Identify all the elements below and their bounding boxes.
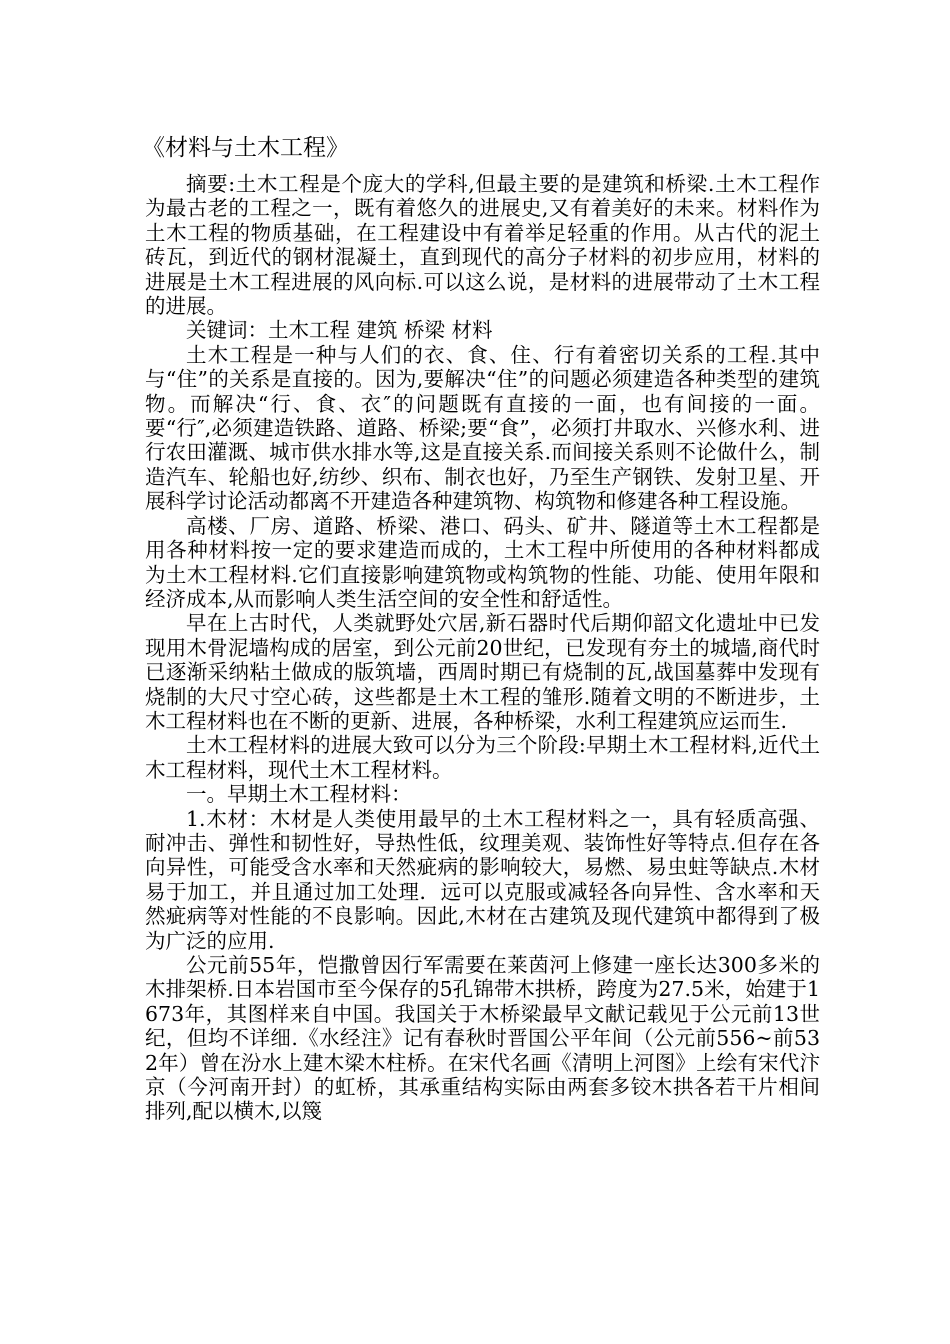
body-paragraph: 1.木材：木材是人类使用最早的土木工程材料之一，具有轻质高强、耐冲击、弹性和韧性好，导热性低，纹理美观、装饰性好等特点.但存在各向异性，可能受含水率和天然疵病的影响较大，易燃、易虫蛀等缺点.木材易于加工，并且通过加工处理．远可以克服或减轻各向异性、含水率和天然疵病等对性能的不良影响。因此,木材在古建筑及现代建筑中都得到了极为广泛的应用. xyxy=(145,806,820,953)
body-paragraph: 高楼、厂房、道路、桥梁、港口、码头、矿井、隧道等土木工程都是用各种材料按一定的要求建造而成的，土木工程中所使用的各种材料都成为土木工程材料.它们直接影响建筑物或构筑物的性能、功能、使用年限和经济成本,从而影响人类生活空间的安全性和舒适性。 xyxy=(145,513,820,611)
document-page xyxy=(142,128,820,1124)
body-paragraph: 土木工程是一种与人们的衣、食、住、行有着密切关系的工程.其中与“住”的关系是直接的。因为,要解决“住”的问题必须建造各种类型的建筑物。而解决“行、食、衣″的问题既有直接的一面，也有间接的一面。要“行″,必须建造铁路、道路、桥梁;要“食”，必须打井取水、兴修水利、进行农田灌溉、城市供水排水等,这是直接关系.而间接关系则不论做什么，制造汽车、轮船也好,纺纱、织布、制衣也好，乃至生产钢铁、发射卫星、开展科学讨论活动都离不开建造各种建筑物、构筑物和修建各种工程设施。 xyxy=(145,342,820,514)
abstract-paragraph: 摘要:土木工程是个庞大的学科,但最主要的是建筑和桥梁.土木工程作为最古老的工程之一，既有着悠久的进展史,又有着美好的未来。材料作为土木工程的物质基础，在工程建设中有着举足轻重的作用。从古代的泥土砖瓦，到近代的钢材混凝土，直到现代的高分子材料的初步应用，材料的进展是土木工程进展的风向标.可以这么说，是材料的进展带动了土木工程的进展。 xyxy=(145,172,820,319)
section-heading: 一。早期土木工程材料： xyxy=(186,782,412,807)
body-paragraph: 土木工程材料的进展大致可以分为三个阶段:早期土木工程材料,近代土木工程材料，现代土木工程材料。 xyxy=(145,733,820,782)
document-title: 《材料与土木工程》 xyxy=(142,135,349,161)
keywords-paragraph: 关键词：土木工程 建筑 桥梁 材料 xyxy=(186,318,493,343)
body-paragraph: 早在上古时代，人类就野处穴居,新石器时代后期仰韶文化遗址中已发现用木骨泥墙构成的居室，到公元前20世纪，已发现有夯土的城墙,商代时已逐渐采纳粘土做成的版筑墙，西周时期已有烧制的瓦,战国墓葬中发现有烧制的大尺寸空心砖，这些都是土木工程的雏形.随着文明的不断进步，土木工程材料也在不断的更新、进展，各种桥梁，水利工程建筑应运而生. xyxy=(145,611,820,733)
body-paragraph: 公元前55年，恺撒曾因行军需要在莱茵河上修建一座长达300多米的木排架桥.日本岩国市至今保存的5孔锦带木拱桥，跨度为27.5米，始建于1673年，其图样来自中国。我国关于木桥梁最早文献记载见于公元前13世纪，但均不详细.《水经注》记有春秋时晋国公平年间（公元前556~前532年）曾在汾水上建木梁木柱桥。在宋代名画《清明上河图》上绘有宋代汴京（今河南开封）的虹桥，其承重结构实际由两套多铰木拱各若干片相间排列,配以横木,以篾 xyxy=(145,953,820,1124)
